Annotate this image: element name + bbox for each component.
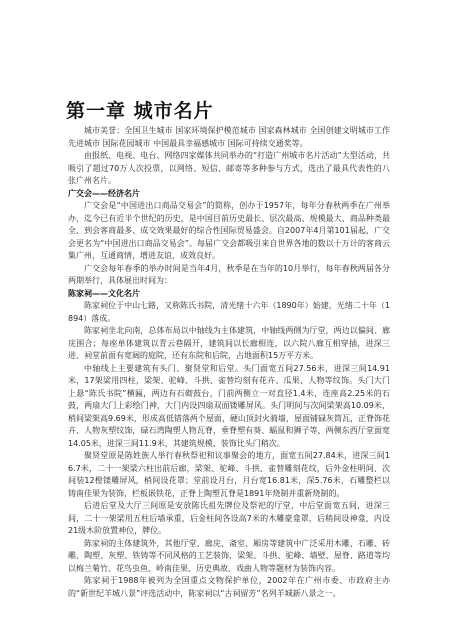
intro-paragraph: 城市美誉：全国卫生城市 国家环境保护模范城市 国家森林城市 全国创建文明城市工作先进城市 国际花园城市 中国最具幸福感城市 国际可持续交通奖等。 [68,126,390,148]
section-heading-canton-fair: 广交会——经济名片 [68,188,140,198]
body-paragraph: 陈家祠的主体建筑外，其他厅堂、廊庑、斋室、厢房等建筑中广泛采用木雕、石雕、砖雕、陶塑、灰塑、铁铸等不同风格的工艺装饰，梁架、斗拱、驼峰、墙壁、屋脊、路道等均以梅兰菊竹、花鸟虫鱼、岭南佳果、历史典故、戏曲人物等题材为装饰内容。 [68,538,390,573]
document-body [68,125,390,600]
body-paragraph: 陈家祠位于中山七路，又称陈氏书院，清光绪十六年（1890年）始建，光绪二十年（1894）落成。 [68,301,390,323]
body-paragraph: 后进后堂及大厅三间原是安放陈氏祖先牌位及祭祀的厅堂，中后堂面宽五间，进深三间，二十一架梁用五柱后墙承重，后金柱间各设高7米的木雕豪龛罩，后稍间设神龛，内设21级木阶放置神位，牌位。 [68,501,390,535]
body-paragraph: 聚贤堂原是陈姓族人举行春秋祭祀和议事聚会的地方，面宽五间27.84米，进深三间16.7米，二十一架梁六柱出前后廊，梁架、驼峰、斗拱、雀替雕刻花纹，后外金柱明间、次间装12樘镂雕屏风，梢间设花罩；堂前设月台，月台宽16.81米，深5.76米，石雕整栏以铸南佳果为装饰，栏板嵌铁花，正脊上陶塑瓦脊是1891年烧制并重新烧制的。 [68,451,390,498]
body-paragraph: 中轴线上主要建筑有头门、聚贤堂和后堂。头门面宽五间27.56米，进深三间14.91米，17架梁用四柱，梁架、驼峰、斗拱、雀替均刻有花卉、瓜果、人物等纹饰。头门大门上悬“陈氏书院”横匾，两边有石砌鼓台，门前两侧立一对直径1.4米，连座高2.25米的石鼓，两扇大门上彩绘门神，大门内设四扇双面镂雕屏风。头门明间与次间梁架高10.09米，梢间梁架高9.69米，形成高低错落两个屋面，硬山顶封火骑墙，屋面铺碌灰筒瓦，正脊饰花卉、人物灰塑纹饰，碌石湾陶塑人物瓦脊，垂脊塑有葵、蝠鼠和狮子等，两侧东西厅堂面宽14.05米，进深三间11.9米，其建筑规模、装饰比头门稍次。 [68,363,390,448]
body-paragraph: 陈家祠于1988年被列为全国重点文物保护单位，2002年在广州市委、市政府主办的“新世纪羊城八景”评选活动中，陈家祠以“古祠留芳”名列羊城新八景之一。 [68,576,390,598]
intro-paragraph: 由报纸、电视、电台、网络四家媒体共同举办的“打造广州城市名片活动”大型活动，共吸引了超过70万人次投票，以网络、短信、邮寄等多种参与方式，选出了最具代表性的八张广州名片。 [68,151,390,185]
body-paragraph: 广交会每年春季的举办时间是当年4月，秋季是在当年的10月举行，每年春秋两届各分两期举行，具体展出时间为： [68,263,390,285]
body-paragraph: 陈家祠坐北向南，总体布局以中轴线为主体建筑，中轴线两侧为厅堂，两边以偏间、廊庑围合；每座单体建筑以青云巷隔开，建筑间以长廊相连，以六院八廊互相穿插，进深三进、祠堂前面有宽阔的庭院，还有东院和后院，占地面积15万平方米。 [68,326,390,360]
section-heading-chen-clan-academy: 陈家祠——文化名片 [68,288,140,298]
body-paragraph: 广交会是“中国进出口商品交易会”的简称，创办于1957年，每年分春秋两季在广州举办，迄今已有近半个世纪的历史，是中国目前历史最长、层次最高、规模最大、商品种类最全、到会客商最多、成交效果最好的综合性国际贸易盛会。自2007年4月第101届起，广交会更名为“中国进出口商品交易会”。每届广交会都吸引来自世界各地的数以十万计的客商云集广州，互通商情，增进友谊，成效良好。 [68,201,390,260]
chapter-title: 第一章 城市名片 [66,100,214,122]
